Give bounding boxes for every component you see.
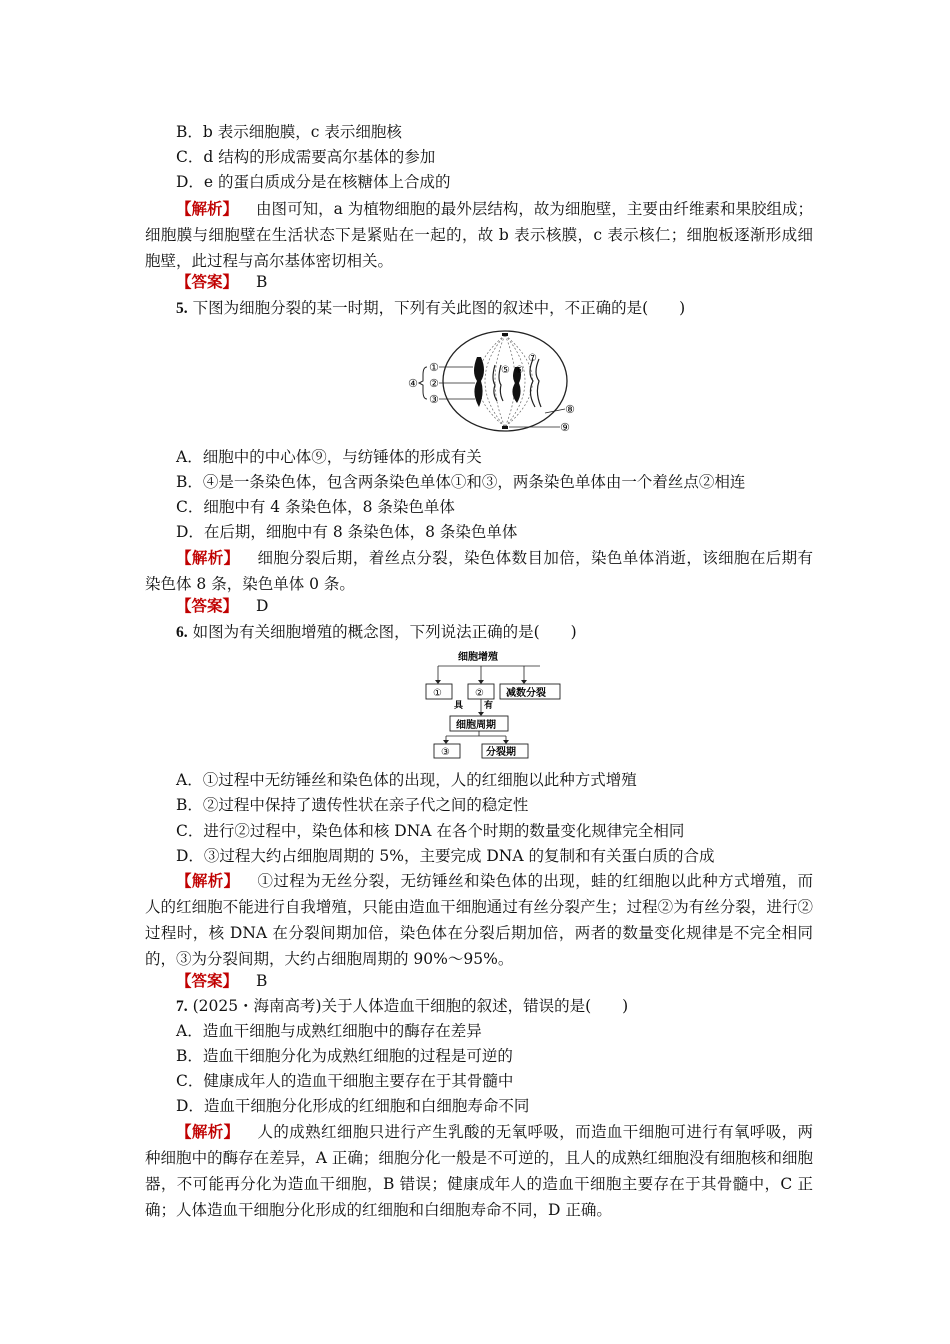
q7-option-d: D．造血干细胞分化形成的红细胞和白细胞寿命不同 — [176, 1097, 530, 1115]
q6-stem — [176, 621, 577, 644]
answer-tag: 【答案】 — [176, 596, 239, 615]
label-4: ④ — [408, 377, 418, 390]
q6-analysis — [145, 868, 813, 972]
label-3: ③ — [429, 393, 439, 406]
node-4: ③ — [441, 747, 450, 758]
link-2: 有 — [484, 701, 494, 711]
analysis-tag: 【解析】 — [176, 199, 239, 218]
answer-value: D — [256, 597, 269, 615]
label-2: ② — [429, 377, 439, 390]
label-8: ⑧ — [565, 403, 575, 416]
question-number: 6. — [176, 624, 188, 641]
analysis-text: 人的成熟红细胞只进行产生乳酸的无氧呼吸，而造血干细胞可进行有氧呼吸，两种细胞中的酶存在差异，A 正确；细胞分化一般是不可逆的，且人的成熟红细胞没有细胞核和细胞器，不可能再分化为造血干细胞，B 错误；健康成年人的造血干细胞主要存在于其骨髓中，C 正确；人体造血干细胞分化形成的红细胞和白细胞寿命不同，D 正确。 — [145, 1123, 813, 1219]
analysis-text: 由图可知，a 为植物细胞的最外层结构，故为细胞壁，主要由纤维素和果胶组成；细胞膜与细胞壁在生活状态下是紧贴在一起的，故 b 表示核膜，c 表示核仁；细胞板逐渐形成细胞壁，此过程与高尔基体密切相关。 — [145, 200, 813, 270]
chromosome-dark-left — [474, 357, 484, 407]
q5-option-b: B．④是一条染色体，包含两条染色单体①和③，两条染色单体由一个着丝点②相连 — [176, 473, 746, 491]
question-text: 如图为有关细胞增殖的概念图，下列说法正确的是( ) — [192, 623, 577, 641]
label-6: ⑥ — [515, 365, 524, 376]
question-text: 下图为细胞分裂的某一时期，下列有关此图的叙述中，不正确的是( ) — [192, 299, 686, 317]
q6-option-d: D．③过程大约占细胞周期的 5%，主要完成 DNA 的复制和有关蛋白质的合成 — [176, 847, 715, 865]
analysis-tag: 【解析】 — [176, 871, 240, 890]
label-7: ⑦ — [528, 353, 537, 364]
q5-option-c: C．细胞中有 4 条染色体，8 条染色单体 — [176, 498, 455, 516]
q4-analysis — [145, 196, 813, 274]
spindle-fiber — [478, 335, 506, 427]
q5-option-d: D．在后期，细胞中有 8 条染色体，8 条染色单体 — [176, 523, 518, 541]
cell-outline — [443, 331, 567, 431]
label-1: ① — [429, 361, 439, 374]
label-5: ⑤ — [501, 365, 510, 376]
q6-option-b: B．②过程中保持了遗传性状在亲子代之间的稳定性 — [176, 796, 529, 814]
q4-option-d: D．e 的蛋白质成分是在核糖体上合成的 — [176, 173, 451, 191]
label-9: ⑨ — [560, 421, 570, 434]
node-1: ① — [433, 688, 442, 699]
analysis-tag: 【解析】 — [176, 548, 240, 567]
q5-option-a: A．细胞中的中心体⑨，与纺锤体的形成有关 — [176, 448, 482, 466]
q7-option-a: A．造血干细胞与成熟红细胞中的酶存在差异 — [176, 1022, 482, 1040]
q5-answer — [176, 595, 268, 617]
spindle-fiber — [485, 335, 505, 427]
q7-analysis — [145, 1119, 813, 1223]
link-1: 具 — [454, 701, 464, 711]
q7-option-b: B．造血干细胞分化为成熟红细胞的过程是可逆的 — [176, 1047, 513, 1065]
answer-value: B — [256, 972, 268, 990]
q5-analysis — [145, 545, 813, 597]
q5-stem — [176, 297, 685, 320]
analysis-text: ①过程为无丝分裂，无纺锤丝和染色体的出现，蛙的红细胞以此种方式增殖，而人的红细胞不能进行自我增殖，只能由造血干细胞通过有丝分裂产生；过程②为有丝分裂，进行②过程时，核 DNA 在分裂间期加倍，染色体在分裂后期加倍，两者的数量变化规律是不完全相同的，③为分裂间期，大约占细胞周期的 90%～95%。 — [145, 872, 813, 968]
q6-option-a: A．①过程中无纺锤丝和染色体的出现，人的红细胞以此种方式增殖 — [176, 771, 637, 789]
cell-division-figure — [405, 327, 585, 439]
spindle-fiber — [505, 335, 515, 427]
answer-tag: 【答案】 — [176, 272, 239, 291]
node-5: 分裂期 — [486, 747, 516, 758]
q4-option-b: B．b 表示细胞膜，c 表示细胞核 — [176, 123, 402, 141]
spindle-fiber — [495, 335, 505, 427]
node-2: ② — [475, 688, 484, 699]
question-number: 7. — [176, 998, 188, 1015]
answer-tag: 【答案】 — [176, 971, 239, 990]
q7-stem — [176, 995, 628, 1018]
q4-answer — [176, 271, 267, 293]
analysis-tag: 【解析】 — [176, 1122, 240, 1141]
answer-value: B — [256, 273, 268, 291]
question-text: (2025・海南高考)关于人体造血干细胞的叙述，错误的是( ) — [192, 997, 629, 1015]
node-cycle: 细胞周期 — [456, 720, 496, 731]
node-3: 减数分裂 — [506, 688, 546, 699]
node-top: 细胞增殖 — [458, 652, 498, 663]
q4-option-c: C．d 结构的形成需要高尔基体的参加 — [176, 148, 436, 166]
centriole-bottom — [502, 426, 508, 429]
q6-answer — [176, 970, 267, 992]
question-number: 5. — [176, 300, 188, 317]
cell-proliferation-concept-map — [424, 648, 564, 760]
centriole-top — [502, 333, 508, 336]
label-bracket — [419, 367, 427, 399]
q6-option-c: C．进行②过程中，染色体和核 DNA 在各个时期的数量变化规律完全相同 — [176, 822, 685, 840]
analysis-text: 细胞分裂后期，着丝点分裂，染色体数目加倍，染色单体消逝，该细胞在后期有染色体 8 条，染色单体 0 条。 — [145, 549, 813, 593]
chromosome-light-right — [530, 359, 541, 407]
q7-option-c: C．健康成年人的造血干细胞主要存在于其骨髓中 — [176, 1072, 514, 1090]
